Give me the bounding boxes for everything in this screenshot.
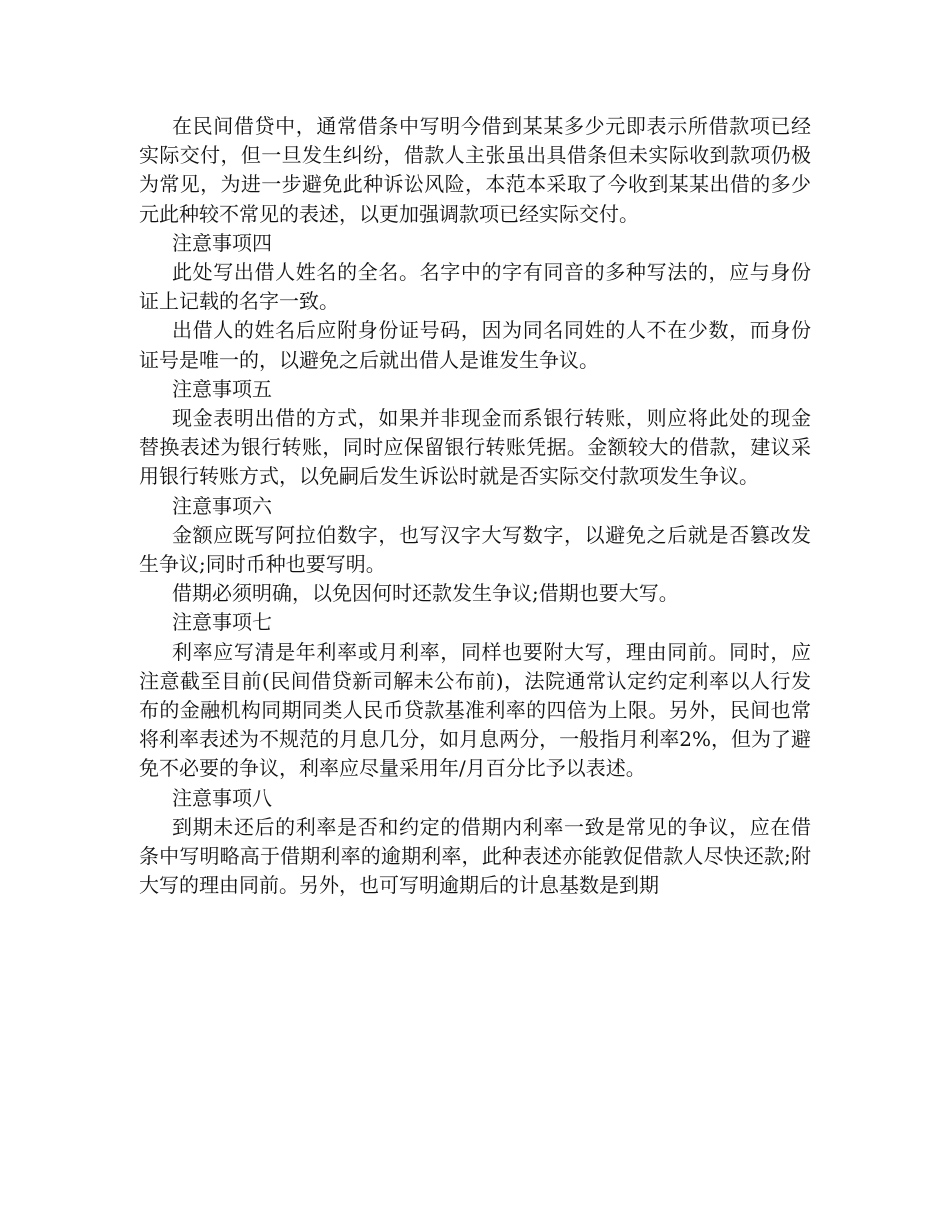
- paragraph-payment-method: 现金表明出借的方式，如果并非现金而系银行转账，则应将此处的现金替换表述为银行转账，同时应保留银行转账凭据。金额较大的借款，建议采用银行转账方式，以免嗣后发生诉讼时就是否实际交付款项发生争议。: [139, 406, 811, 489]
- paragraph-lender-name: 此处写出借人姓名的全名。名字中的字有同音的多种写法的，应与身份证上记载的名字一致。: [139, 260, 811, 314]
- heading-note-7: 注意事项七: [172, 610, 272, 635]
- heading-note-8: 注意事项八: [172, 785, 272, 810]
- heading-note-5: 注意事项五: [172, 376, 272, 401]
- paragraph-overdue-rate: 到期未还后的利率是否和约定的借期内利率一致是常见的争议，应在借条中写明略高于借期利率的逾期利率，此种表述亦能敦促借款人尽快还款;附大写的理由同前。另外，也可写明逾期后的计息基数是到期: [139, 814, 811, 898]
- paragraph-amount: 金额应既写阿拉伯数字，也写汉字大写数字，以避免之后就是否篡改发生争议;同时币种也要写明。: [139, 522, 811, 577]
- paragraph-loan-term: 借期必须明确，以免因何时还款发生争议;借期也要大写。: [172, 581, 679, 606]
- paragraph-interest-rate: 利率应写清是年利率或月利率，同样也要附大写，理由同前。同时，应注意截至目前(民间借贷新司解未公布前)，法院通常认定约定利率以人行发布的金融机构同期同类人民币贷款基准利率的四倍为上限。另外，民间也常将利率表述为不规范的月息几分，如月息两分，一般指月利率2%，但为了避免不必要的争议，利率应尽量采用年/月百分比予以表述。: [139, 639, 811, 781]
- heading-note-6: 注意事项六: [172, 493, 272, 518]
- document-page: [139, 112, 811, 900]
- paragraph-delivery: 在民间借贷中，通常借条中写明今借到某某多少元即表示所借款项已经实际交付，但一旦发生纠纷，借款人主张虽出具借条但未实际收到款项仍极为常见，为进一步避免此种诉讼风险，本范本采取了今收到某某出借的多少元此种较不常见的表述，以更加强调款项已经实际交付。: [139, 114, 811, 226]
- heading-note-4: 注意事项四: [172, 230, 272, 255]
- paragraph-id-number: 出借人的姓名后应附身份证号码，因为同名同姓的人不在少数，而身份证号是唯一的，以避免之后就出借人是谁发生争议。: [139, 318, 811, 372]
